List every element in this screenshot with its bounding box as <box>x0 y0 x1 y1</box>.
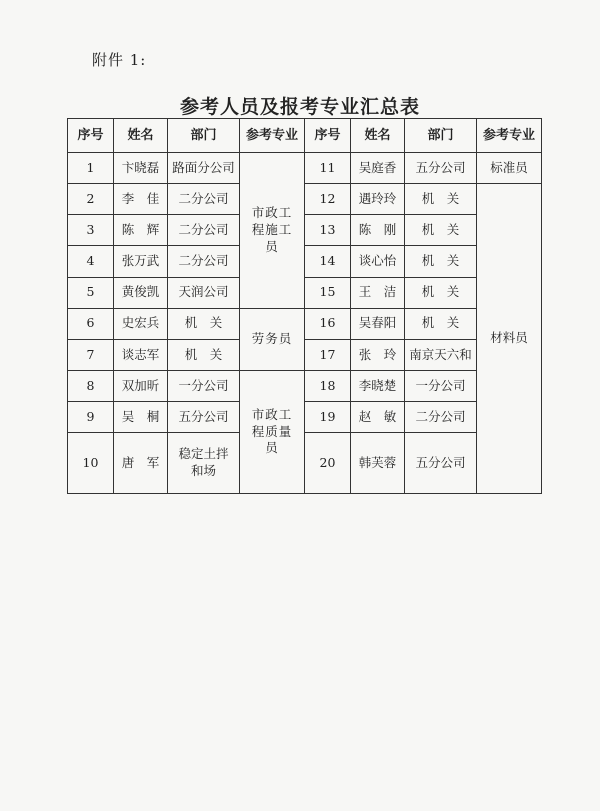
header-row <box>68 119 542 153</box>
cell-name: 遇玲玲 <box>351 184 405 215</box>
cell-name: 李晓楚 <box>351 371 405 402</box>
header-dept: 部门 <box>405 119 477 153</box>
cell-name: 赵 敏 <box>351 402 405 433</box>
cell-name: 李 佳 <box>114 184 168 215</box>
cell-no: 12 <box>305 184 351 215</box>
cell-specialty: 市政工程施工员 <box>240 153 305 309</box>
cell-dept: 二分公司 <box>168 184 240 215</box>
table-row <box>68 153 542 184</box>
cell-name: 谈志军 <box>114 339 168 370</box>
table-row <box>68 339 542 370</box>
cell-name: 韩芙蓉 <box>351 433 405 494</box>
cell-name: 吴 桐 <box>114 402 168 433</box>
cell-no: 10 <box>68 433 114 494</box>
cell-name: 谈心怡 <box>351 246 405 277</box>
cell-no: 11 <box>305 153 351 184</box>
cell-no: 6 <box>68 308 114 339</box>
cell-no: 19 <box>305 402 351 433</box>
page-title: 参考人员及报考专业汇总表 <box>179 96 420 118</box>
cell-no: 3 <box>68 215 114 246</box>
cell-dept: 机 关 <box>405 215 477 246</box>
cell-no: 8 <box>68 371 114 402</box>
cell-specialty: 材料员 <box>477 184 542 494</box>
table-row <box>68 308 542 339</box>
cell-name: 吴庭香 <box>351 153 405 184</box>
cell-no: 9 <box>68 402 114 433</box>
header-name: 姓名 <box>114 119 168 153</box>
cell-dept: 机 关 <box>168 339 240 370</box>
cell-no: 5 <box>68 277 114 308</box>
header-no: 序号 <box>68 119 114 153</box>
cell-no: 4 <box>68 246 114 277</box>
table-row <box>68 277 542 308</box>
cell-dept: 路面分公司 <box>168 153 240 184</box>
cell-name: 陈 刚 <box>351 215 405 246</box>
cell-name: 吴春阳 <box>351 308 405 339</box>
cell-specialty: 市政工程质量员 <box>240 371 305 494</box>
header-specialty: 参考专业 <box>477 119 542 153</box>
cell-dept: 二分公司 <box>405 402 477 433</box>
cell-dept: 二分公司 <box>168 215 240 246</box>
table-row <box>68 215 542 246</box>
cell-dept: 一分公司 <box>168 371 240 402</box>
cell-name: 张 玲 <box>351 339 405 370</box>
cell-dept: 机 关 <box>405 246 477 277</box>
cell-dept: 五分公司 <box>405 153 477 184</box>
cell-no: 16 <box>305 308 351 339</box>
cell-name: 王 洁 <box>351 277 405 308</box>
cell-no: 2 <box>68 184 114 215</box>
cell-dept: 南京天六和 <box>405 339 477 370</box>
cell-dept: 五分公司 <box>168 402 240 433</box>
cell-dept: 稳定土拌和场 <box>168 433 240 494</box>
cell-dept: 机 关 <box>405 184 477 215</box>
cell-no: 14 <box>305 246 351 277</box>
header-specialty: 参考专业 <box>240 119 305 153</box>
cell-no: 13 <box>305 215 351 246</box>
cell-name: 双加昕 <box>114 371 168 402</box>
attachment-label: 附件 1: <box>92 51 147 69</box>
cell-dept: 五分公司 <box>405 433 477 494</box>
header-dept: 部门 <box>168 119 240 153</box>
cell-specialty: 标准员 <box>477 153 542 184</box>
table-row <box>68 433 542 494</box>
header-name: 姓名 <box>351 119 405 153</box>
table-row <box>68 184 542 215</box>
table-row <box>68 246 542 277</box>
cell-name: 张万武 <box>114 246 168 277</box>
cell-dept: 机 关 <box>405 308 477 339</box>
cell-specialty: 劳务员 <box>240 308 305 370</box>
cell-dept: 机 关 <box>405 277 477 308</box>
cell-dept: 一分公司 <box>405 371 477 402</box>
table-row <box>68 402 542 433</box>
cell-name: 史宏兵 <box>114 308 168 339</box>
cell-no: 1 <box>68 153 114 184</box>
summary-table <box>67 118 542 494</box>
header-no: 序号 <box>305 119 351 153</box>
cell-name: 黄俊凯 <box>114 277 168 308</box>
cell-name: 卞晓磊 <box>114 153 168 184</box>
cell-no: 18 <box>305 371 351 402</box>
cell-dept: 机 关 <box>168 308 240 339</box>
cell-no: 15 <box>305 277 351 308</box>
cell-dept: 天润公司 <box>168 277 240 308</box>
cell-no: 7 <box>68 339 114 370</box>
cell-no: 20 <box>305 433 351 494</box>
cell-name: 陈 辉 <box>114 215 168 246</box>
table-row <box>68 371 542 402</box>
cell-name: 唐 军 <box>114 433 168 494</box>
cell-no: 17 <box>305 339 351 370</box>
cell-dept: 二分公司 <box>168 246 240 277</box>
